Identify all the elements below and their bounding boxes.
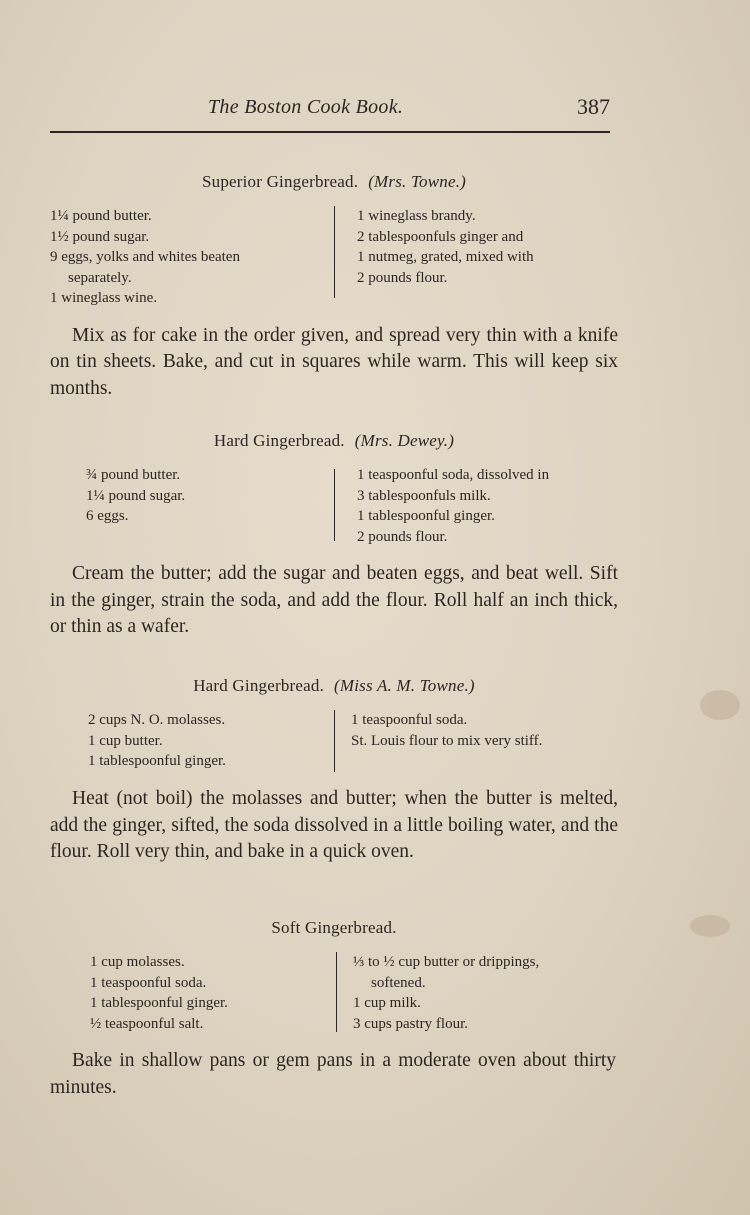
ingredient: St. Louis flour to mix very stiff.: [351, 732, 543, 749]
ingredient: 1 teaspoonful soda, dissolved in: [357, 467, 550, 483]
paper-stain: [700, 690, 740, 720]
ingredient: 1 cup molasses.: [90, 954, 185, 970]
ingredient: 1 cup butter.: [88, 732, 163, 749]
recipe-hard-gingerbread-dewey: [50, 431, 618, 641]
recipe-author: (Miss A. M. Towne.): [334, 676, 475, 695]
ingredient: 2 pounds flour.: [357, 269, 448, 286]
recipe-title: [50, 431, 618, 451]
ingredients-right-column: [353, 952, 539, 1034]
ingredient: 1 tablespoonful ginger.: [88, 753, 226, 769]
ingredient: 2 cups N. O. molasses.: [88, 712, 226, 728]
recipe-name: Superior Gingerbread.: [201, 172, 359, 191]
page-header: [50, 92, 610, 128]
ingredient: ⅓ to ½ cup butter or drippings,: [353, 954, 540, 970]
recipe-name: Hard Gingerbread.: [193, 676, 325, 695]
column-divider: [336, 952, 337, 1032]
method-text: Heat (not boil) the molasses and butter; when the butter is melted, add the ginger, sifted, the soda dissolved in a little boiling water, and the flour. Roll very thin, and bake in a quick oven.: [50, 788, 618, 862]
ingredient: separately.: [68, 269, 132, 286]
header-rule: [50, 131, 610, 133]
ingredient: 3 cups pastry flour.: [353, 1015, 468, 1032]
recipe-author: (Mrs. Dewey.): [354, 431, 455, 450]
ingredient: 9 eggs, yolks and whites beaten: [50, 249, 240, 265]
recipe-name: Soft Gingerbread.: [271, 918, 397, 937]
ingredient: 6 eggs.: [86, 508, 129, 524]
ingredient: 1½ pound sugar.: [50, 228, 150, 245]
ingredient: 1 tablespoonful ginger.: [90, 995, 228, 1011]
ingredient: 2 pounds flour.: [357, 528, 448, 545]
ingredient: 1 nutmeg, grated, mixed with: [357, 249, 534, 265]
ingredients-right-column: [357, 465, 549, 547]
ingredient-list: [50, 710, 618, 772]
ingredients-left-column: [90, 952, 336, 1034]
method-text: Cream the butter; add the sugar and beaten eggs, and beat well. Sift in the ginger, strain the soda, and add the flour. Roll half an inch thick, or thin as a wafer.: [50, 563, 618, 637]
ingredient: 1¼ pound sugar.: [86, 487, 186, 504]
column-divider: [334, 469, 335, 541]
ingredient: 1 cup milk.: [353, 995, 421, 1011]
ingredient: 1¼ pound butter.: [50, 208, 152, 224]
ingredient-list: [50, 952, 618, 1034]
method-text: Mix as for cake in the order given, and spread very thin with a knife on tin sheets. Bake, and cut in squares while warm. This will keep six months.: [50, 324, 618, 399]
column-divider: [334, 206, 335, 298]
ingredient: ½ teaspoonful salt.: [90, 1015, 204, 1032]
recipe-title: [50, 172, 618, 192]
ingredient-list: [50, 206, 618, 309]
recipe-superior-gingerbread: [50, 172, 618, 402]
paper-stain: [690, 915, 730, 937]
ingredient: 1 teaspoonful soda.: [351, 712, 468, 728]
ingredient: softened.: [371, 974, 426, 991]
recipe-title: [50, 918, 618, 938]
ingredient: 1 tablespoonful ginger.: [357, 508, 495, 524]
recipe-hard-gingerbread-towne: [50, 676, 618, 866]
recipe-title: [50, 676, 618, 696]
ingredient: 3 tablespoonfuls milk.: [357, 487, 491, 504]
ingredient-list: [50, 465, 618, 547]
page-number: 387: [577, 94, 610, 119]
recipe-author: (Mrs. Towne.): [368, 172, 467, 191]
recipe-method: [50, 323, 618, 403]
ingredients-right-column: [357, 206, 534, 309]
ingredient: 1 wineglass brandy.: [357, 208, 476, 224]
recipe-name: Hard Gingerbread.: [213, 431, 345, 450]
ingredients-left-column: [86, 465, 330, 547]
recipe-method: [50, 786, 618, 866]
ingredients-left-column: [50, 206, 330, 309]
method-text: Bake in shallow pans or gem pans in a moderate oven about thirty minutes.: [50, 1050, 616, 1098]
recipe-method: [50, 1048, 616, 1101]
recipe-soft-gingerbread: [50, 918, 618, 1101]
recipe-method: [50, 561, 618, 641]
ingredient: 1 wineglass wine.: [50, 290, 158, 306]
ingredient: 2 tablespoonfuls ginger and: [357, 228, 524, 245]
ingredients-right-column: [351, 710, 542, 772]
column-divider: [334, 710, 335, 772]
running-title: The Boston Cook Book.: [208, 96, 404, 118]
ingredients-left-column: [88, 710, 334, 772]
ingredient: 1 teaspoonful soda.: [90, 974, 207, 991]
ingredient: ¾ pound butter.: [86, 467, 181, 483]
